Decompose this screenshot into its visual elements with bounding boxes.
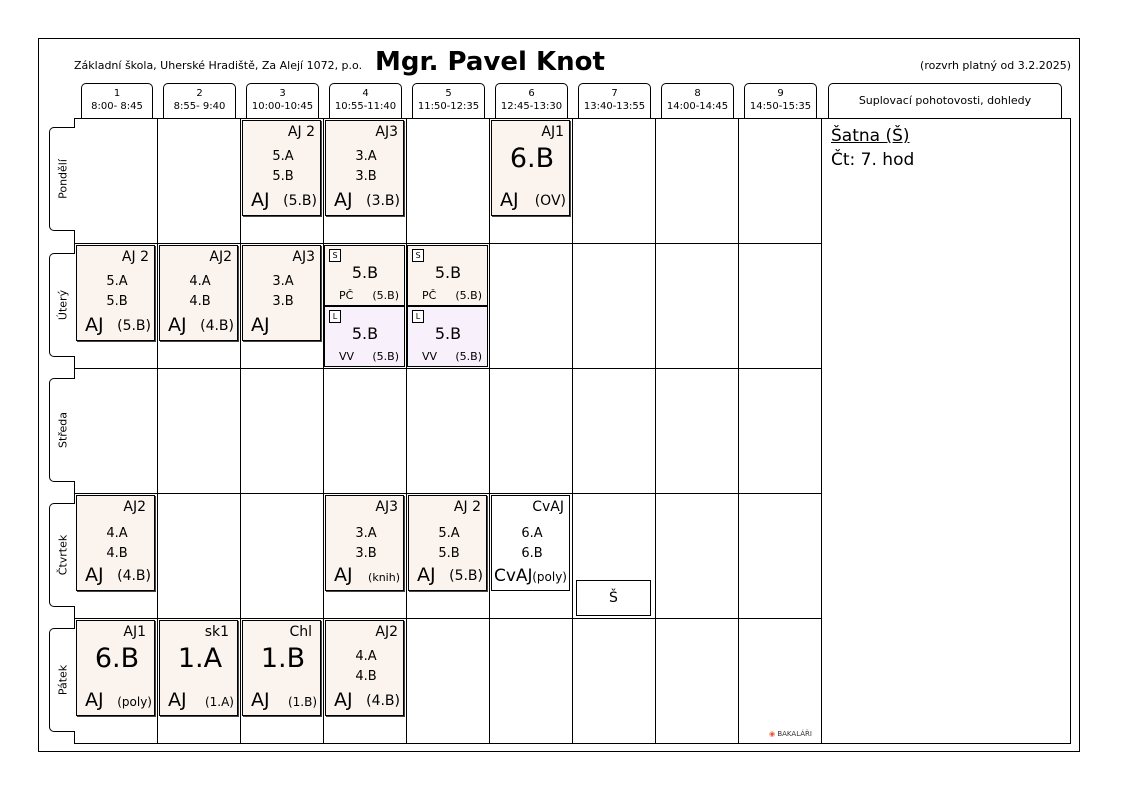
grid-line [738,118,739,744]
lesson-card[interactable]: AJ1 6.B AJ (OV) [491,120,570,216]
day-tab-wednesday: Středa [49,378,75,482]
day-tab-thursday: Čtvrtek [49,503,75,607]
grid-line [655,118,656,744]
lesson-card[interactable]: Chl 1.B AJ (1.B) [242,620,321,716]
period-header-9: 9 14:50-15:35 [744,83,817,118]
period-header-4: 4 10:55-11:40 [329,83,402,118]
supervision-panel [821,118,1071,744]
lesson-card[interactable]: AJ2 4.A 4.B AJ (4.B) [159,245,238,341]
valid-from: (rozvrh platný od 3.2.2025) [920,59,1071,72]
supervision-duty: Čt: 7. hod [831,150,915,170]
grid-line [74,493,822,494]
period-header-5: 5 11:50-12:35 [412,83,485,118]
grid-line [74,243,822,244]
bakalari-logo: ◉ BAKALÁŘI [769,730,812,738]
period-header-6: 6 12:45-13:30 [495,83,568,118]
school-name: Základní škola, Uherské Hradiště, Za Alejí 1072, p.o. [74,59,363,72]
lesson-half-even[interactable]: S 5.B PČ (5.B) [407,245,488,306]
period-header-3: 3 10:00-10:45 [246,83,319,118]
period-header-1: 1 8:00- 8:45 [81,83,153,118]
day-tab-monday: Pondělí [49,127,75,231]
lesson-half-odd[interactable]: L 5.B VV (5.B) [324,306,405,367]
lesson-card[interactable]: AJ3 3.A 3.B AJ (knih) [325,495,404,591]
grid-line [74,368,822,369]
lesson-card[interactable]: AJ 2 5.A 5.B AJ (5.B) [242,120,321,216]
supervision-title: Šatna (Š) [831,126,910,146]
lesson-half-odd[interactable]: L 5.B VV (5.B) [407,306,488,367]
period-header-7: 7 13:40-13:55 [578,83,651,118]
supervision-header: Suplovací pohotovosti, dohledy [828,83,1062,118]
lesson-card[interactable]: AJ1 6.B AJ (poly) [76,620,155,716]
teacher-name: Mgr. Pavel Knot [375,47,605,77]
lesson-card[interactable]: CvAJ 6.A 6.B CvAJ (poly) [491,495,570,591]
logo-icon: ◉ [769,730,776,738]
day-tab-tuesday: Úterý [49,253,75,357]
grid-line [240,118,241,744]
day-tab-friday: Pátek [49,628,75,732]
grid-line [74,618,822,619]
lesson-card[interactable]: AJ3 3.A 3.B AJ (3.B) [325,120,404,216]
grid-line [323,118,324,744]
grid-line [157,118,158,744]
lesson-card[interactable]: AJ 2 5.A 5.B AJ (5.B) [76,245,155,341]
lesson-card[interactable]: AJ 2 5.A 5.B AJ (5.B) [408,495,487,591]
period-header-8: 8 14:00-14:45 [661,83,734,118]
supervision-cell[interactable]: Š [576,580,651,616]
lesson-card[interactable]: AJ3 3.A 3.B AJ [242,245,321,341]
period-header-2: 2 8:55- 9:40 [163,83,236,118]
grid-line [406,118,407,744]
lesson-card[interactable]: AJ2 4.A 4.B AJ (4.B) [325,620,404,716]
grid-line [572,118,573,744]
grid-line [489,118,490,744]
lesson-card[interactable]: sk1 1.A AJ (1.A) [159,620,238,716]
lesson-half-even[interactable]: S 5.B PČ (5.B) [324,245,405,306]
lesson-card[interactable]: AJ2 4.A 4.B AJ (4.B) [76,495,155,591]
